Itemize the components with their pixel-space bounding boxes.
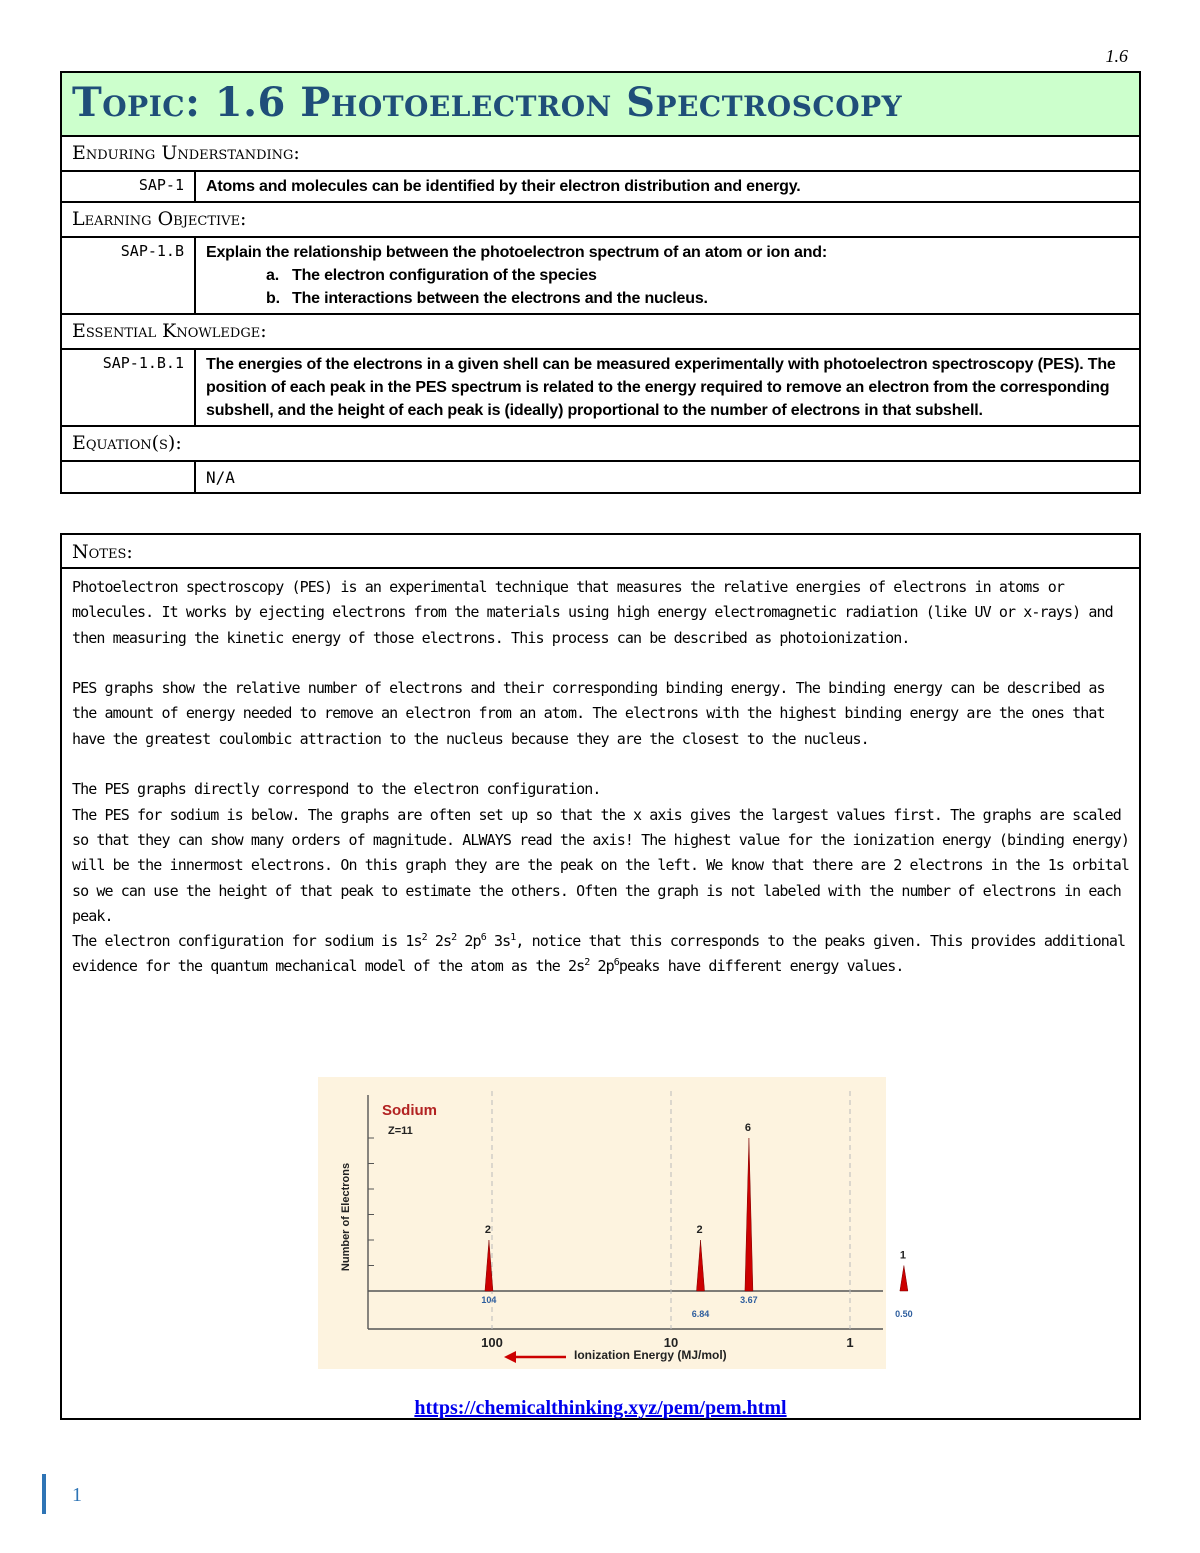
objective-item-letter: a. — [266, 267, 279, 284]
notes-body — [62, 569, 1139, 980]
notes-paragraph: PES graphs show the relative number of electrons and their corresponding binding energy. The binding energy can be described as the amount of energy needed to remove an electron from an atom. The electrons with the highest binding energy are the ones that have the greatest coulombic attraction to the nucleus because they are the closest to the nucleus. — [72, 679, 1105, 748]
peak-energy-label: 0.50 — [895, 1309, 913, 1319]
config-sup: 6 — [613, 957, 619, 969]
knowledge-code: SAP-1.B.1 — [61, 349, 195, 426]
peak-count-label: 2 — [696, 1224, 703, 1236]
notes-box — [60, 533, 1141, 1420]
spectrum-peak — [697, 1240, 705, 1291]
equation-text: N/A — [195, 461, 1140, 493]
config-sup: 1 — [510, 932, 516, 944]
notes-paragraph: The PES graphs directly correspond to the electron configuration. — [72, 780, 601, 799]
objective-item-text: The interactions between the electrons and the nucleus. — [292, 290, 708, 307]
config-intro: The electron configuration for sodium is — [72, 932, 406, 951]
config-sup: 2 — [451, 932, 457, 944]
config-part: 3s — [485, 932, 511, 951]
page-label: 1.6 — [1105, 46, 1128, 66]
objective-item — [206, 287, 1131, 310]
peak-energy-label: 6.84 — [691, 1309, 710, 1319]
notes-paragraph: Photoelectron spectroscopy (PES) is an experimental technique that measures the relative energies of electrons in atoms or molecules. It works by ejecting electrons from the materials using high energy electromagnetic radiation (like UV or x-rays) and then measuring the kinetic energy of those electrons. This process can be described as photoionization. — [72, 578, 1113, 647]
chart-title: Sodium — [382, 1102, 437, 1119]
y-axis-label: Number of Electrons — [340, 1162, 352, 1272]
equation-heading: Equation(s): — [61, 426, 1140, 461]
config-part: 2s — [426, 932, 452, 951]
peak-energy-label: 3.67 — [740, 1295, 758, 1305]
x-tick-label: 10 — [663, 1335, 679, 1350]
x-axis-label: Ionization Energy (MJ/mol) — [574, 1348, 727, 1362]
peak-count-label: 2 — [484, 1224, 492, 1236]
footer-accent-bar — [42, 1474, 46, 1514]
x-tick-label: 100 — [481, 1335, 503, 1350]
topic-title: Topic: 1.6 Photoelectron Spectroscopy — [61, 72, 1140, 136]
objective-item-letter: b. — [266, 290, 280, 307]
config-part: 2p — [589, 957, 614, 976]
page-number: 1 — [72, 1484, 82, 1506]
config-part: 1s — [405, 932, 422, 951]
knowledge-text: The energies of the electrons in a given shell can be measured experimentally with photoelectron spectroscopy (PES). The position of each peak in the PES spectrum is related to the energy required to remove an electron from the corresponding subshell, and the height of each peak is (ideally) proportional to the number of electrons in that subshell. — [195, 349, 1140, 426]
equation-code — [61, 461, 195, 493]
peak-energy-label: 104 — [481, 1295, 497, 1305]
objective-heading: Learning Objective: — [61, 202, 1140, 237]
peak-count-label: 1 — [899, 1249, 906, 1262]
notes-paragraph — [72, 929, 1129, 980]
config-sup: 2 — [421, 932, 427, 944]
spectrum-peak — [745, 1138, 753, 1291]
config-part: 2p — [456, 932, 481, 951]
enduring-heading: Enduring Understanding: — [61, 136, 1140, 171]
pes-chart-svg — [318, 1077, 913, 1369]
objective-code: SAP-1.B — [61, 237, 195, 314]
objective-item-text: The electron configuration of the species — [292, 267, 597, 284]
config-sup: 6 — [480, 932, 486, 944]
config-end: peaks have different energy values. — [618, 957, 904, 976]
chart-subtitle: Z=11 — [388, 1125, 413, 1137]
spectrum-peak — [900, 1266, 908, 1292]
source-link[interactable]: https://chemicalthinking.xyz/pem/pem.html — [414, 1397, 787, 1419]
config-sup: 2 — [584, 957, 590, 969]
config-mid: , notice that this corresponds to the peaks given. This provides additional evidence for the quantum mechanical model of the atom as the — [72, 932, 1126, 976]
notes-heading: Notes: — [62, 535, 1139, 569]
peak-count-label: 6 — [744, 1122, 751, 1134]
enduring-text: Atoms and molecules can be identified by their electron distribution and energy. — [195, 171, 1140, 202]
arrow-left-icon — [504, 1351, 516, 1363]
config-part: 2s — [567, 957, 585, 976]
topic-table — [60, 71, 1141, 494]
objective-item — [206, 264, 1131, 287]
objective-cell — [195, 237, 1140, 314]
knowledge-heading: Essential Knowledge: — [61, 314, 1140, 349]
objective-text: Explain the relationship between the photoelectron spectrum of an atom or ion and: — [206, 244, 827, 261]
notes-paragraph: The PES for sodium is below. The graphs are often set up so that the x axis gives the largest values first. The graphs are scaled so that they can show many orders of magnitude. ALWAYS read the axis! The highest value for the ionization energy (binding energy) will be the innermost electrons. On this graph they are the peak on the left. We know that there are 2 electrons in the 1s orbital so we can use the height of that peak to estimate the others. Often the graph is not labeled with the number of electrons in each peak. — [72, 805, 1129, 925]
x-tick-label: 1 — [846, 1335, 854, 1350]
enduring-code: SAP-1 — [61, 171, 195, 202]
pes-chart — [318, 1077, 913, 1369]
